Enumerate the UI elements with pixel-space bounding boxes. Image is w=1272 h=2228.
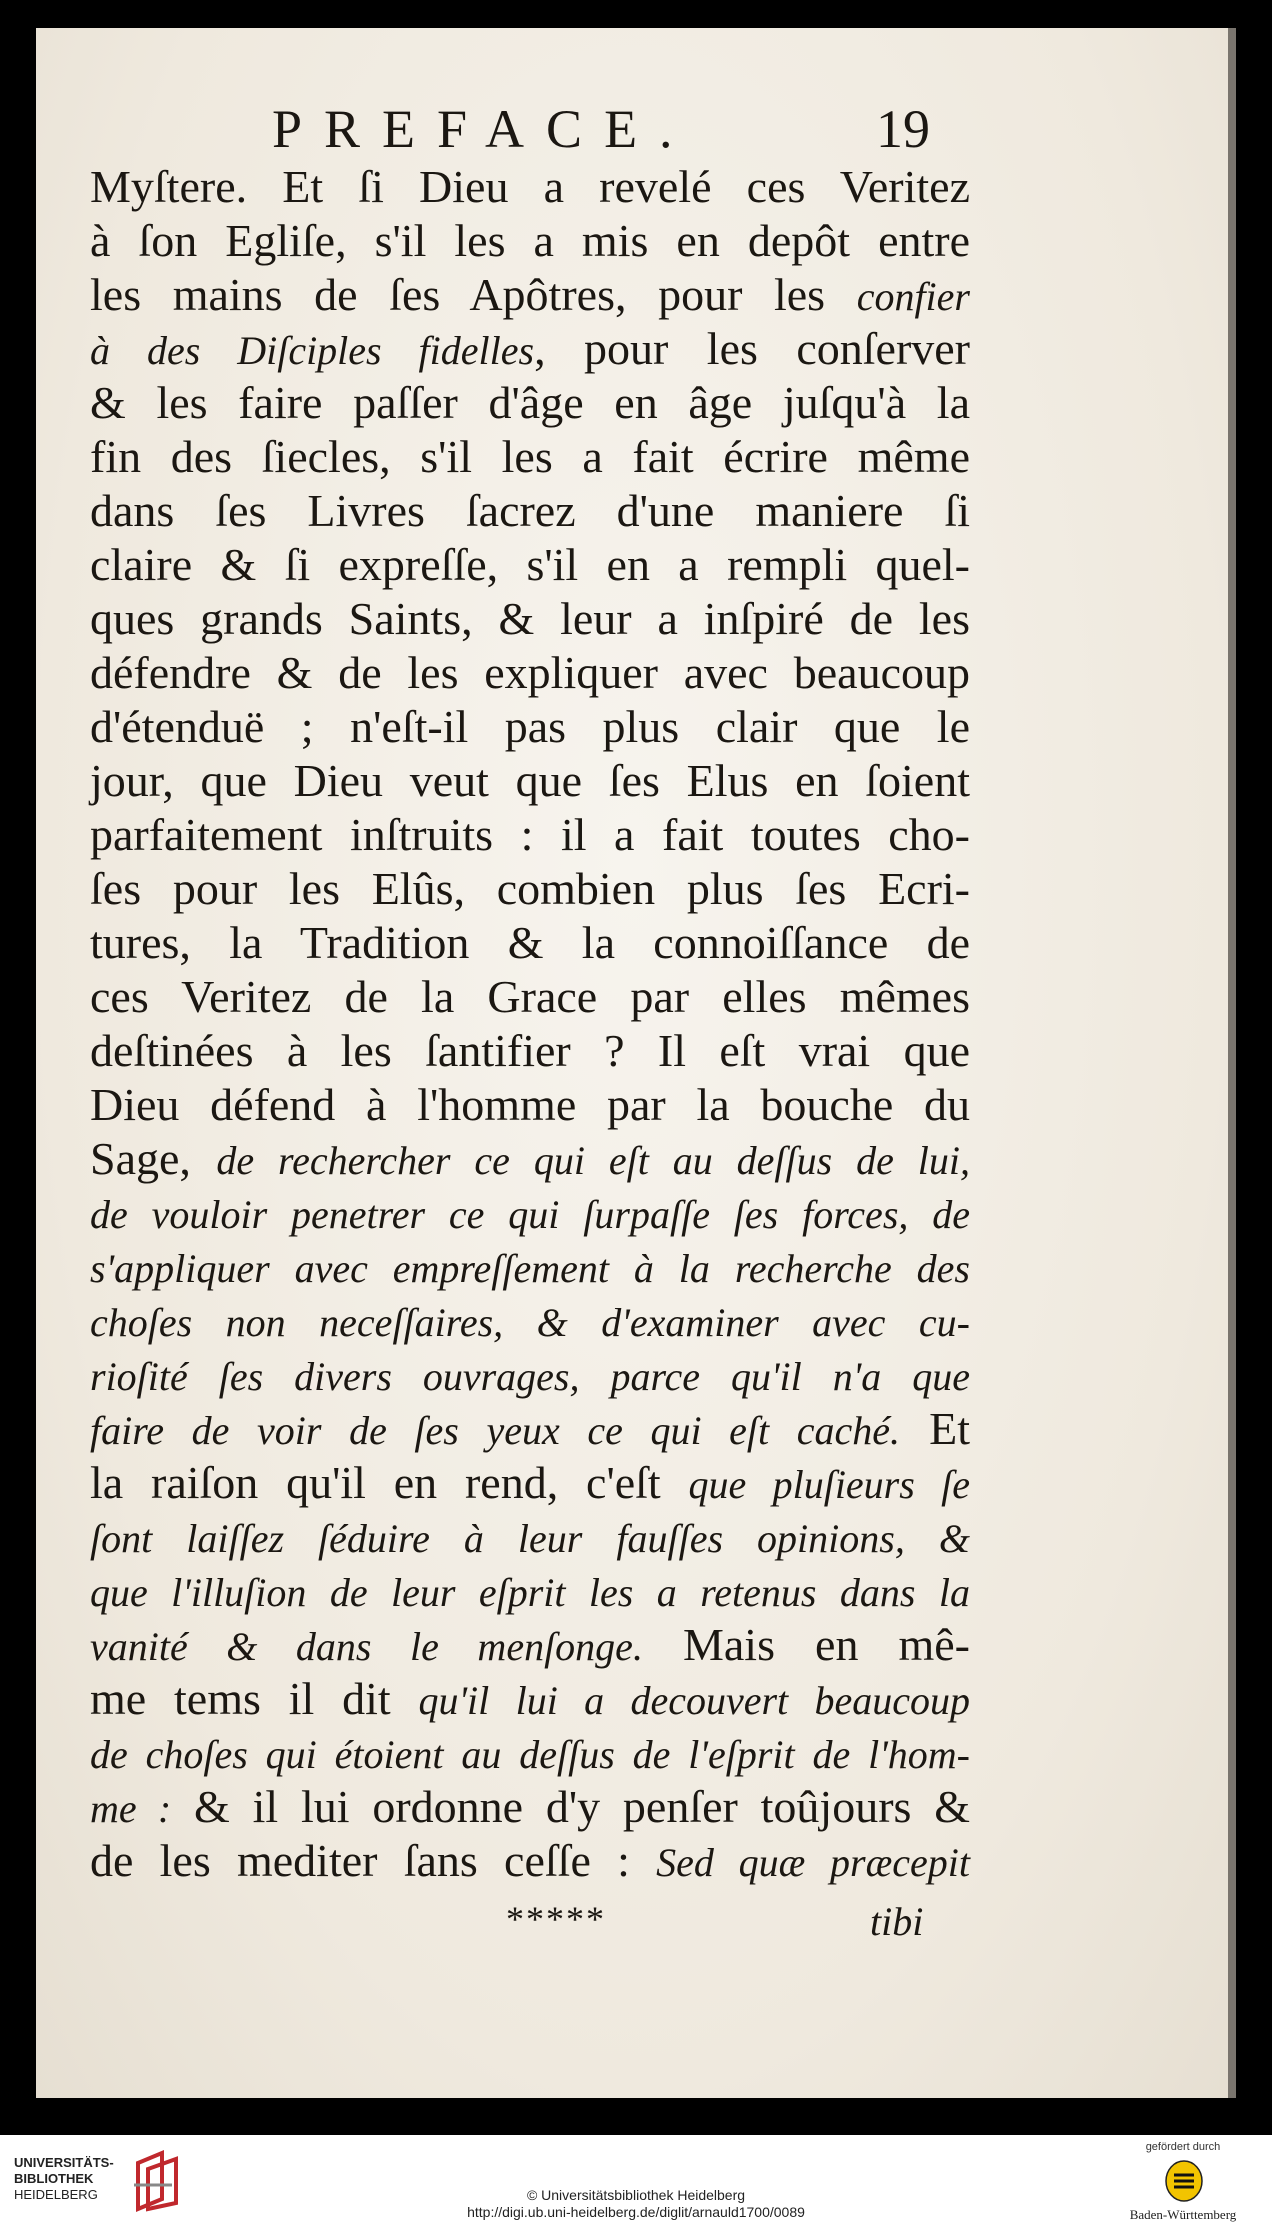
roman-text: défendre & de les expliquer avec beaucoup bbox=[90, 647, 970, 698]
roman-text: ces Veritez de la Grace par elles mêmes bbox=[90, 971, 970, 1022]
roman-tail: Mais en mê- bbox=[642, 1619, 970, 1670]
text-line bbox=[90, 1402, 970, 1456]
text-line bbox=[90, 1510, 970, 1564]
text-line bbox=[90, 376, 970, 430]
italic-text: faire de voir de ſes yeux ce qui eſt caché. bbox=[90, 1408, 901, 1453]
source-url[interactable]: http://digi.ub.uni-heidelberg.de/diglit/arnauld1700/0089 bbox=[467, 2204, 805, 2220]
page-number: 19 bbox=[876, 99, 930, 159]
italic-text: ſont laiſſez ſéduire à leur fauſſes opinions, & bbox=[90, 1516, 970, 1561]
text-line bbox=[90, 1456, 970, 1510]
text-line bbox=[90, 484, 970, 538]
roman-text: Myſtere. Et ſi Dieu a revelé ces Veritez bbox=[90, 161, 970, 212]
text-line bbox=[90, 1078, 970, 1132]
roman-text: les mains de ſes Apôtres, pour les bbox=[90, 269, 857, 320]
text-line bbox=[90, 1726, 970, 1780]
text-line bbox=[90, 1348, 970, 1402]
roman-tail: & il lui ordonne d'y penſer toûjours & bbox=[171, 1781, 971, 1832]
italic-text: confier bbox=[856, 274, 970, 319]
text-line bbox=[90, 1132, 970, 1186]
text-line bbox=[90, 808, 970, 862]
roman-tail: Et bbox=[900, 1403, 970, 1454]
roman-text: Dieu défend à l'homme par la bouche du bbox=[90, 1079, 970, 1130]
roman-text: ques grands Saints, & leur a inſpiré de les bbox=[90, 593, 970, 644]
roman-text: de les mediter ſans ceſſe : bbox=[90, 1835, 657, 1886]
roman-text: parfaitement inſtruits : il a fait toutes cho- bbox=[90, 809, 970, 860]
roman-text: d'étenduë ; n'eſt-il pas plus clair que le bbox=[90, 701, 970, 752]
italic-text: que pluſieurs ſe bbox=[688, 1462, 970, 1507]
text-line bbox=[90, 646, 970, 700]
roman-text: ſes pour les Elûs, combien plus ſes Ecri- bbox=[90, 863, 970, 914]
text-line bbox=[90, 1618, 970, 1672]
text-line bbox=[90, 916, 970, 970]
catchword: tibi bbox=[870, 1899, 924, 1944]
text-line bbox=[90, 1240, 970, 1294]
italic-text: Sed quæ præcepit bbox=[656, 1840, 970, 1885]
text-line bbox=[90, 1294, 970, 1348]
roman-tail: , pour les conſerver bbox=[534, 323, 970, 374]
body-text bbox=[90, 160, 970, 1888]
italic-text: de rechercher ce qui eſt au deſſus de lui, bbox=[216, 1138, 970, 1183]
text-line bbox=[90, 970, 970, 1024]
sponsor-name: Baden-Württemberg bbox=[1129, 2207, 1237, 2222]
coat-of-arms-icon bbox=[1164, 2159, 1204, 2203]
text-line bbox=[90, 214, 970, 268]
italic-text: de choſes qui étoient au deſſus de l'eſprit de l'hom- bbox=[90, 1732, 970, 1777]
text-line bbox=[90, 1672, 970, 1726]
roman-text: deſtinées à les ſantifier ? Il eſt vrai que bbox=[90, 1025, 970, 1076]
running-head: PREFACE. bbox=[272, 99, 695, 159]
signature-mark: ***** bbox=[506, 1899, 606, 1939]
viewer-footer bbox=[0, 2135, 1272, 2228]
text-line bbox=[90, 862, 970, 916]
text-line bbox=[90, 592, 970, 646]
logo-line-2: BIBLIOTHEK bbox=[14, 2171, 94, 2186]
italic-text: que l'illuſion de leur eſprit les a retenus dans la bbox=[90, 1570, 970, 1615]
text-line bbox=[90, 268, 970, 322]
text-line bbox=[90, 754, 970, 808]
text-line bbox=[90, 700, 970, 754]
roman-text: tures, la Tradition & la connoiſſance de bbox=[90, 917, 970, 968]
italic-text: rioſité ſes divers ouvrages, parce qu'il n'a que bbox=[90, 1354, 970, 1399]
roman-text: fin des ſiecles, s'il les a fait écrire même bbox=[90, 431, 970, 482]
text-line bbox=[90, 160, 970, 214]
italic-text: qu'il lui a decouvert beaucoup bbox=[418, 1678, 970, 1723]
italic-text: me : bbox=[90, 1786, 172, 1831]
roman-text: dans ſes Livres ſacrez d'une maniere ſi bbox=[90, 485, 970, 536]
italic-text: vanité & dans le menſonge. bbox=[90, 1624, 643, 1669]
text-line bbox=[90, 1186, 970, 1240]
roman-text: à ſon Egliſe, s'il les a mis en depôt entre bbox=[90, 215, 970, 266]
italic-text: à des Diſciples fidelles bbox=[90, 328, 535, 373]
roman-text: me tems il dit bbox=[90, 1673, 419, 1724]
text-line bbox=[90, 1834, 970, 1888]
text-line bbox=[90, 430, 970, 484]
text-line bbox=[90, 1024, 970, 1078]
copyright-block bbox=[0, 2187, 1272, 2221]
roman-text: claire & ſi expreſſe, s'il en a rempli quel- bbox=[90, 539, 970, 590]
logo-line-1: UNIVERSITÄTS- bbox=[14, 2155, 114, 2170]
text-line bbox=[90, 1564, 970, 1618]
italic-text: choſes non neceſſaires, & d'examiner avec cu- bbox=[90, 1300, 970, 1345]
book-page bbox=[36, 28, 1236, 2098]
page-header bbox=[36, 98, 1228, 158]
text-line bbox=[90, 538, 970, 592]
roman-text: jour, que Dieu veut que ſes Elus en ſoient bbox=[90, 755, 970, 806]
italic-text: de vouloir penetrer ce qui ſurpaſſe ſes forces, de bbox=[90, 1192, 970, 1237]
text-line bbox=[90, 322, 970, 376]
roman-text: Sage, bbox=[90, 1133, 217, 1184]
text-line bbox=[90, 1780, 970, 1834]
roman-text: & les faire paſſer d'âge en âge juſqu'à la bbox=[90, 377, 970, 428]
roman-text: la raiſon qu'il en rend, c'eſt bbox=[90, 1457, 689, 1508]
italic-text: s'appliquer avec empreſſement à la recherche des bbox=[90, 1246, 970, 1291]
page-foot bbox=[36, 1898, 1228, 1948]
logo-line-3: HEIDELBERG bbox=[14, 2187, 98, 2202]
sponsor-label: gefördert durch bbox=[1145, 2141, 1221, 2153]
copyright-text: © Universitätsbibliothek Heidelberg bbox=[526, 2187, 746, 2203]
sponsor-logo[interactable] bbox=[1108, 2141, 1258, 2225]
